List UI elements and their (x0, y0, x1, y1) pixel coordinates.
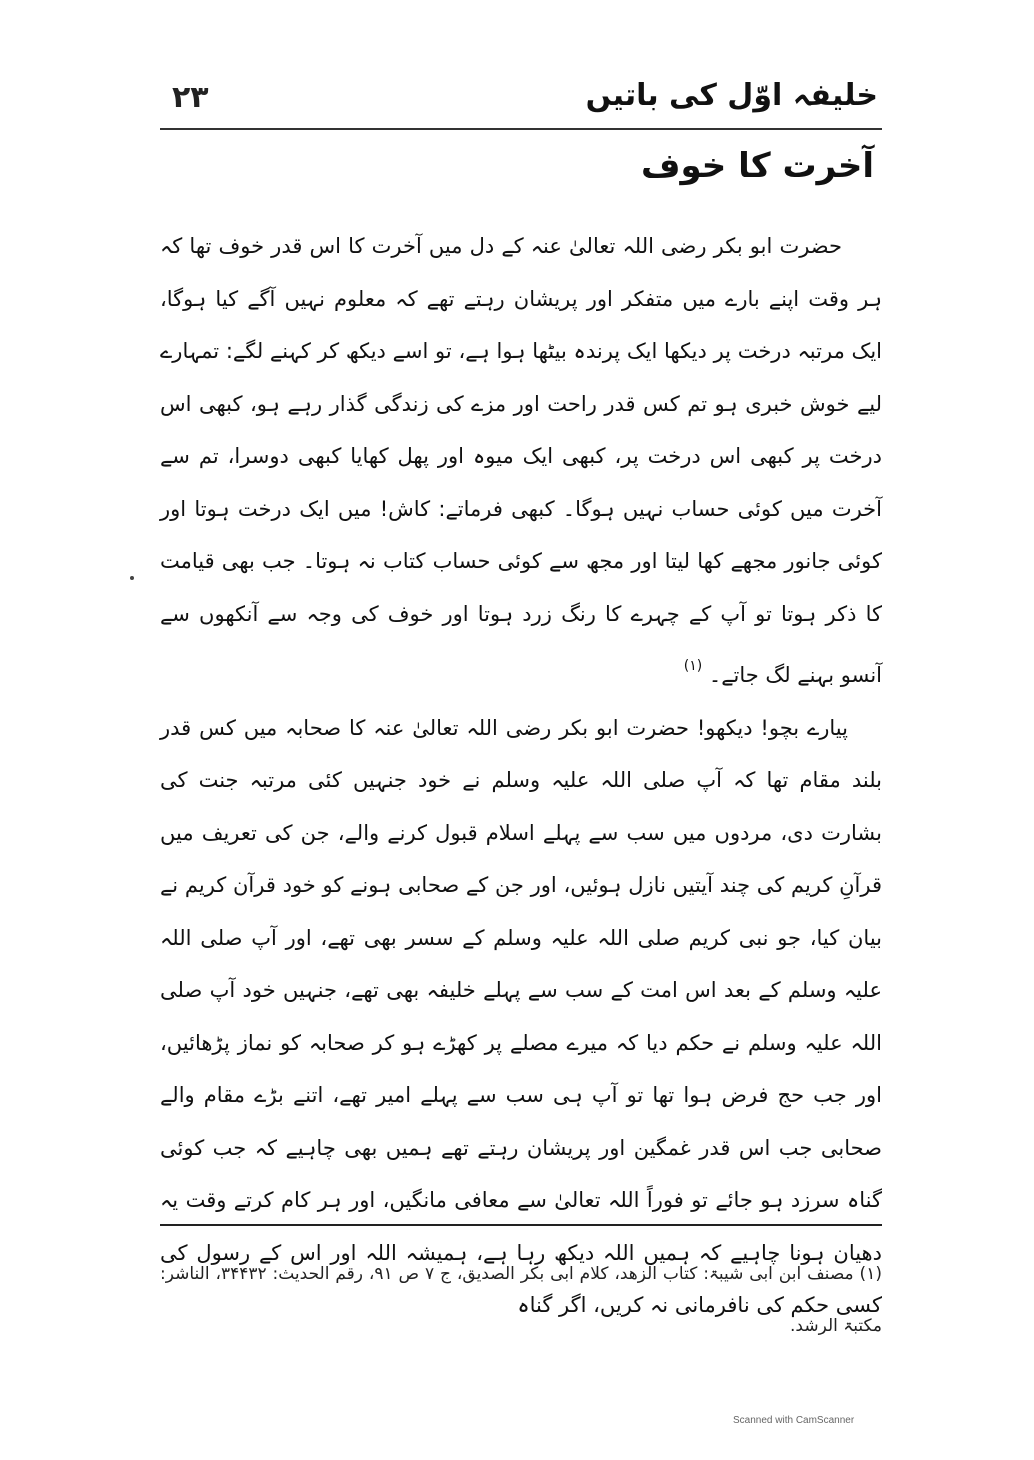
scanner-watermark: Scanned with CamScanner (733, 1415, 855, 1426)
footnote-divider (160, 1224, 882, 1226)
section-title: آخرت کا خوف (640, 146, 874, 186)
page-header (160, 76, 878, 126)
paragraph-1-text: حضرت ابو بکر رضی اللہ تعالیٰ عنہ کے دل میں آخرت کا اس قدر خوف تھا کہ ہر وقت اپنے بارے میں متفکر اور پریشان رہتے تھے کہ معلوم نہیں آگے کیا ہوگا، ایک مرتبہ درخت پر دیکھا ایک پرندہ بیٹھا ہوا ہے، تو اسے دیکھ کر کہنے لگے: تمہارے لیے خوش خبری ہو تم کس قدر راحت اور مزے کی زندگی گذار رہے ہو، کبھی اس درخت پر کبھی اس درخت پر، کبھی ایک میوہ اور پھل کھایا کبھی دوسرا، تم سے آخرت میں کوئی حساب نہیں ہوگا۔ کبھی فرماتے: کاش! میں ایک درخت ہوتا اور کوئی جانور مجھے کھا لیتا اور مجھ سے کوئی حساب کتاب نہ ہوتا۔ جب بھی قیامت کا ذکر ہوتا تو آپ کے چہرے کا رنگ زرد ہوتا اور خوف کی وجہ سے آنکھوں سے آنسو بہنے لگ جاتے۔ (160, 234, 882, 687)
footnote-reference: (۱) (683, 658, 703, 674)
header-divider (160, 128, 882, 130)
page-number: ۲۳ (172, 80, 209, 115)
paragraph-2: پیارے بچو! دیکھو! حضرت ابو بکر رضی اللہ تعالیٰ عنہ کا صحابہ میں کس قدر بلند مقام تھا کہ آپ صلی اللہ علیہ وسلم نے خود جنہیں کئی مرتبہ جنت کی بشارت دی، مردوں میں سب سے پہلے اسلام قبول کرنے والے، جن کی تعریف میں قرآنِ کریم کی چند آیتیں نازل ہوئیں، اور جن کے صحابی ہونے کو خود قرآن کریم نے بیان کیا، جو نبی کریم صلی اللہ علیہ وسلم کے سسر بھی تھے، اور آپ صلی اللہ علیہ وسلم کے بعد اس امت کے سب سے پہلے خلیفہ بھی تھے، جنہیں خود آپ صلی اللہ علیہ وسلم نے حکم دیا کہ میرے مصلے پر کھڑے ہو کر صحابہ کو نماز پڑھائیں، اور جب حج فرض ہوا تھا تو آپ ہی سب سے پہلے امیر تھے، اتنے بڑے مقام والے صحابی جب اس قدر غمگین اور پریشان رہتے تھے ہمیں بھی چاہیے کہ جب کوئی گناہ سرزد ہو جائے تو فوراً اللہ تعالیٰ سے معافی مانگیں، اور ہر کام کرتے وقت یہ دھیان ہونا چاہیے کہ ہمیں اللہ دیکھ رہا ہے، ہمیشہ اللہ اور اس کے رسول کی کسی حکم کی نافرمانی نہ کریں، اگر گناہ (160, 715, 882, 1317)
paragraph-1 (160, 220, 882, 702)
footnote: (۱) مصنف ابن ابی شیبۃ: کتاب الزھد، کلام ابی بکر الصدیق، ج ۷ ص ۹۱، رقم الحدیث: ۳۴۴۳۲، الناشر: مکتبۃ الرشد. (160, 1264, 882, 1336)
body-text (160, 220, 882, 1332)
running-title: خلیفہ اوّل کی باتیں (585, 78, 878, 113)
scan-speck (130, 576, 134, 580)
